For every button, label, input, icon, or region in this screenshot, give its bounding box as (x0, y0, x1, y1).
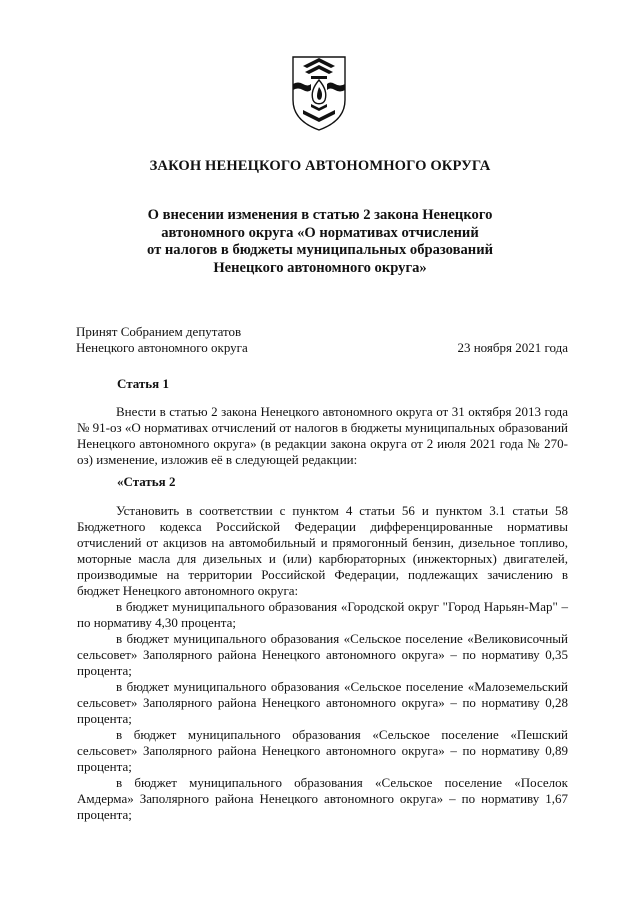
subtitle-line: О внесении изменения в статью 2 закона Ненецкого (147, 207, 493, 223)
article-1-heading: Статья 1 (117, 376, 169, 391)
article-2-paragraph: в бюджет муниципального образования «Городской округ "Город Нарьян-Мар" – по нормативу 4,30 процента; (77, 599, 568, 630)
article-2-paragraph: в бюджет муниципального образования «Сельское поселение «Пешский сельсовет» Заполярного района Ненецкого автономного округа» – по нормативу 0,89 процента; (77, 727, 568, 774)
subtitle-line: от налогов в бюджеты муниципальных образований (146, 242, 494, 258)
article-1-text: Внести в статью 2 закона Ненецкого автономного округа от 31 октября 2013 года № 91-оз «О нормативах отчислений от налогов в бюджеты муниципальных образований Ненецкого автономного округа» (в редакции закона округа от 2 июля 2021 года № 270-оз) изменение, изложив её в следующей редакции: (77, 404, 568, 467)
article-2-paragraph: в бюджет муниципального образования «Сельское поселение «Поселок Амдерма» Заполярного района Ненецкого автономного округа» – по нормативу 1,67 процента; (77, 775, 568, 822)
nenets-coat-of-arms-icon (289, 54, 349, 132)
article-2-body (77, 503, 568, 823)
adopted-line-1: Принят Собранием депутатов (76, 324, 242, 339)
adoption-date: 23 ноября 2021 года (457, 340, 568, 355)
subtitle-line: Ненецкого автономного округа» (213, 259, 427, 276)
article-2-heading: «Статья 2 (117, 474, 176, 489)
law-title: ЗАКОН НЕНЕЦКОГО АВТОНОМНОГО ОКРУГА (149, 158, 491, 174)
article-2-paragraph: Установить в соответствии с пунктом 4 статьи 56 и пунктом 3.1 статьи 58 Бюджетного кодекса Российской Федерации дифференцированные нормативы отчислений от акцизов на автомобильный и прямогонный бензин, дизельное топливо, моторные масла для дизельных и (или) карбюраторных (инжекторных) двигателей, производимые на территории Российской Федерации, подлежащих зачислению в бюджет Ненецкого автономного округа: (77, 503, 568, 598)
adopted-line-2: Ненецкого автономного округа (76, 340, 248, 355)
article-2-paragraph: в бюджет муниципального образования «Сельское поселение «Великовисочный сельсовет» Заполярного района Ненецкого автономного округа» – по нормативу 0,35 процента; (77, 631, 568, 678)
subtitle-line: автономного округа «О нормативах отчислений (161, 224, 479, 241)
law-subtitle (120, 207, 520, 277)
article-2-paragraph: в бюджет муниципального образования «Сельское поселение «Малоземельский сельсовет» Заполярного района Ненецкого автономного округа» – по нормативу 0,28 процента; (77, 679, 568, 726)
